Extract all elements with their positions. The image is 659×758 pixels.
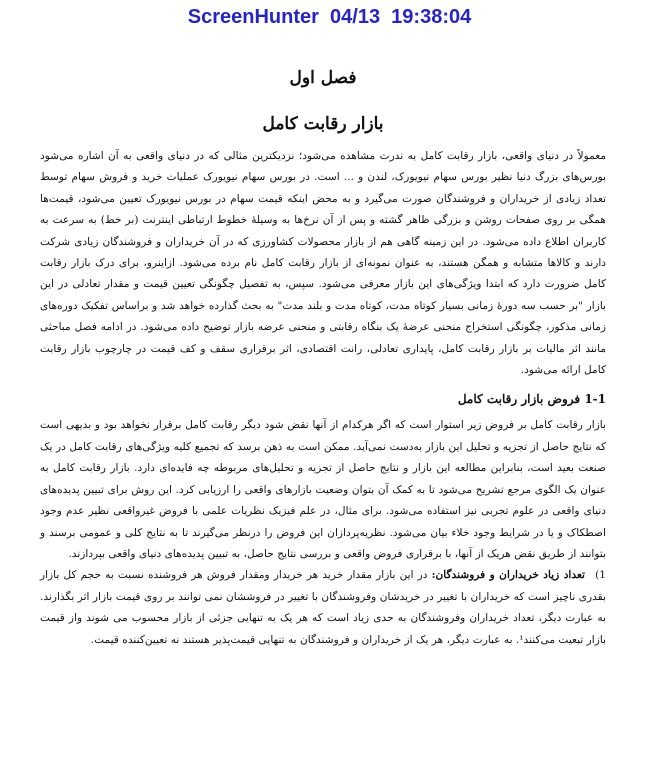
list-item [40,565,606,651]
screenhunter-banner: ScreenHunter 04/13 19:38:04 [187,6,472,28]
subsection-title: 1-1 فروض بازار رقابت کامل [457,392,606,407]
document-page [40,36,606,651]
list-item-number: 1) [595,569,606,582]
assumptions-paragraph: بازار رقابت کامل بر فروض زیر استوار است که اگر هرکدام از آنها نقض شود دیگر رقابت کامل برقرار نخواهد بود و بدیهی است که نتایج حاصل از تجزیه و تحلیل این بازار به‌دست نمی‌آید. ممکن است به ذهن برسد که تجمیع کلیه ویژگی‌های رقابت کامل در یک صنعت بعید است، بنابراین مطالعه این بازار و نتایج حاصل از تجزیه و تحلیل‌های مربوطه چه فایده‌ای دارد. بازار رقابت کامل به عنوان یک الگوی مرجع تشریح می‌شود تا به کمک آن بتوان وضعیت بازارهای واقعی را ارزیابی کرد. این روش برای تبیین پدیده‌های دنیای واقعی در علوم تجربی نیز استفاده می‌شود. برای مثال، در علم فیزیک نظریات علمی با فروض غیرواقعی نظیر عدم وجود اصطکاک و یا در شرایط وجود خلاء بیان می‌شود. نظریه‌پردازان این فروض را درنظر می‌گیرند تا به نتایج کلی و عمومی برسند و بتوانند از طریق نقض هریک از آنها، با برقراری فروض واقعی و بررسی نتایج حاصل، به تبیین پدیده‌های دنیای واقعی بپردازند. [40,419,606,560]
intro-paragraph: معمولاً در دنیای واقعی، بازار رقابت کامل به ندرت مشاهده می‌شود؛ نزدیکترین مثالی که در دنیای واقعی به آن اشاره می‌شود بورس‌های بزرگ دنیا نظیر بورس سهام نیویورک، لندن و ... است. در بورس سهام نیویورک عملیات خرید و فروش سهام توسط تعداد زیادی از خریداران و فروشندگان صورت می‌گیرد و به محض اینکه قیمت سهام در بورس نیویورک تعیین می‌شود، قیمت‌ها همگی بر روی صفحات روشن و بزرگی ظاهر گشته و پس از آن نرخ‌ها به وسیلهٔ خطوط ارتباطی اینترنت (بر خط) به سرعت به کاربران اطلاع داده می‌شود. در این زمینه گاهی هم از بازار محصولات کشاورزی که در آن خریداران و فروشندگان زیادی شرکت دارند و کالاها متشابه و همگن هستند، به عنوان نمونه‌ای از بازار رقابت کامل نام برده می‌شود. ازاینرو، برای درک بازار رقابت کامل ضرورت دارد که ابتدا ویژگی‌های این بازار معرفی می‌شود. سپس، به تفصیل چگونگی تعیین قیمت و مقدار تعادلی در این بازار "بر حسب سه دورهٔ زمانی بسیار کوتاه مدت، کوتاه مدت و بلند مدت" به بحث گذارده خواهد شد و براساس تفکیک دوره‌های زمانی مذکور، چگونگی استخراج منحنی عرضهٔ یک بنگاه رقابتی و منحنی عرضه بازار توضیح داده می‌شود. در ادامه فصل مباحثی مانند اثر مالیات بر بازار رقابت کامل، پایداری تعادلی، رانت اقتصادی، اثر برقراری سقف و کف قیمت در چارچوب بازار رقابت کامل ارائه می‌شود. [40,150,606,377]
list-item-label: تعداد زیاد خریداران و فروشندگان: [431,569,585,582]
chapter-title: فصل اول [289,68,357,88]
section-title: بازار رقابت کامل [262,114,384,134]
list-item-text: در این بازار مقدار خرید هر خریدار ومقدار فروش هر فروشنده نسبت به حجم کل بازار بقدری ناچیز است که خریداران با تغییر در خریدشان وفروشندگان با تغییر در فروششان نمی توانند بر روی قیمت بازار اثر بگذارند. به عبارت دیگر، تعداد خریداران وفروشندگان به حدی زیاد است که هر یک به تنهایی جزئی از بازار محسوب می شوند واز قیمت بازار تبعیت می‌کنند¹. به عبارت دیگر، هر یک از خریداران و فروشندگان به تنهایی قیمت‌پذیر هستند نه تعیین‌کننده قیمت. [40,569,606,646]
